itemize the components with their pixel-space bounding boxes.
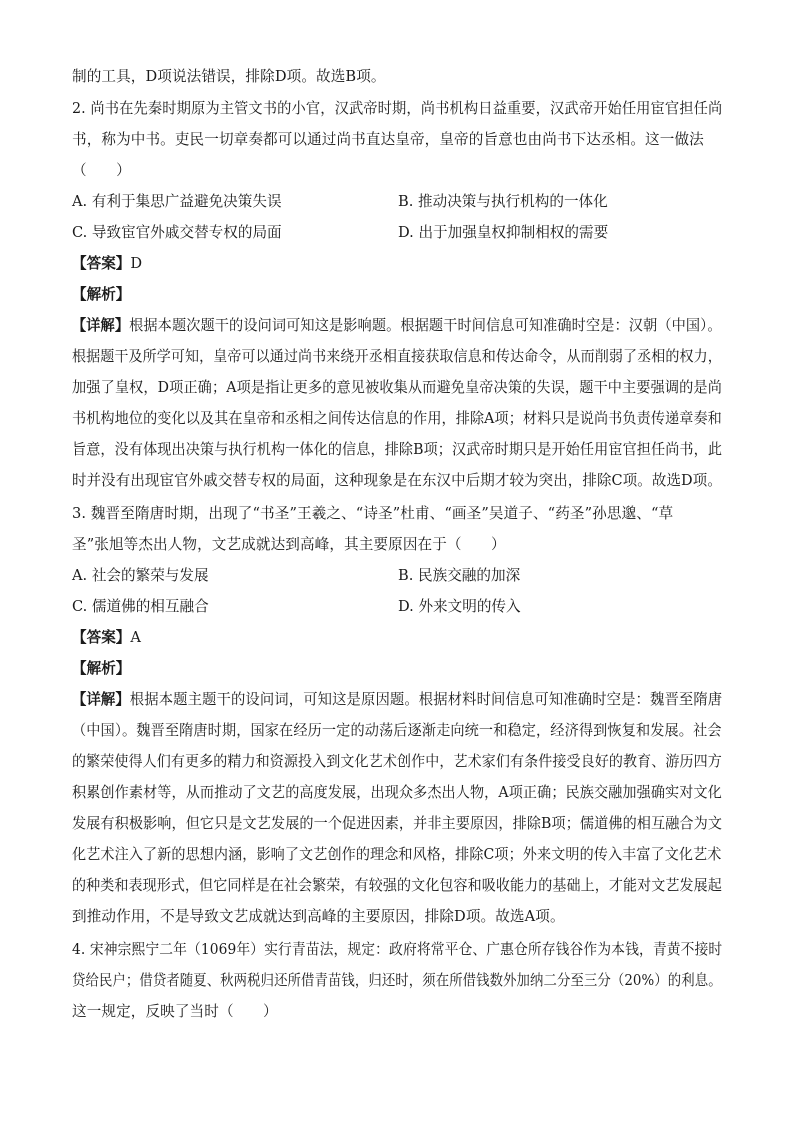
question-4-stem-end: 这一规定，反映了当时（ ）: [72, 1003, 278, 1020]
text-line: （中国）。魏晋至隋唐时期，国家在经历一定的动荡后逐渐走向统一和稳定，经济得到恢复和发展。社会: [72, 722, 722, 739]
detail-tag: 【详解】: [72, 691, 130, 708]
question-2-option-a: A. 有利于集思广益避免决策失误: [72, 193, 282, 210]
text-line: 制的工具，D项说法错误，排除D项。故选B项。: [72, 68, 386, 85]
question-4-stem: 4. 宋神宗熙宁二年（1069年）实行青苗法，规定：政府将常平仓、广惠仓所存钱谷作为本钱，青黄不接时: [72, 941, 723, 958]
text-line: 化艺术注入了新的思想内涵，影响了文艺创作的理念和风格，排除C项；外来文明的传入丰富了文化艺术: [72, 846, 722, 863]
question-4-stem-cont: 贷给民户；借贷者随夏、秋两税归还所借青苗钱，归还时，须在所借钱数外加纳二分至三分（20%）的利息。: [72, 972, 722, 989]
question-2-detail: [72, 316, 722, 336]
analysis-tag: 【解析】: [72, 660, 131, 677]
text-line: 书机构地位的变化以及其在皇帝和丞相之间传达信息的作用，排除A项；材料只是说尚书负责传递章奏和: [72, 410, 722, 427]
question-3-answer: [72, 628, 141, 648]
question-2-answer: [72, 254, 142, 274]
text-line: 旨意，没有体现出决策与执行机构一体化的信息，排除B项；汉武帝时期只是开始任用宦官担任尚书，此: [72, 441, 723, 458]
question-2-analysis-tag: [72, 285, 130, 305]
text-line: 积累创作素材等，从而推动了文艺的高度发展，出现众多杰出人物，A项正确；民族交融加强确实对文化: [72, 784, 722, 801]
detail-text: 根据本题主题干的设问词，可知这是原因题。根据材料时间信息可知准确时空是：魏晋至隋唐: [129, 691, 723, 708]
text-line: 发展有积极影响，但它只是文艺发展的一个促进因素，并非主要原因，排除B项；儒道佛的相互融合为文: [72, 815, 723, 832]
question-2-stem: 2. 尚书在先秦时期原为主管文书的小官，汉武帝时期，尚书机构日益重要，汉武帝开始任用宦官担任尚: [72, 100, 723, 117]
question-3-detail: [72, 690, 722, 710]
answer-value: A: [130, 629, 141, 646]
detail-tag: 【详解】: [72, 317, 130, 334]
question-3-stem: 3. 魏晋至隋唐时期，出现了“书圣”王羲之、“诗圣”杜甫、“画圣”吴道子、“药圣”孙思邈、“草: [72, 505, 674, 522]
answer-tag: 【答案】: [72, 629, 131, 646]
text-line: 的种类和表现形式，但它同样是在社会繁荣，有较强的文化包容和吸收能力的基础上，才能对文艺发展起: [72, 877, 722, 894]
question-3-option-c: C. 儒道佛的相互融合: [72, 598, 209, 615]
question-2-stem-cont: 书，称为中书。吏民一切章奏都可以通过尚书直达皇帝，皇帝的旨意也由尚书下达丞相。这一做法: [72, 131, 704, 148]
answer-value: D: [130, 255, 143, 272]
text-line: 时并没有出现宦官外戚交替专权的局面，这种现象是在东汉中后期才较为突出，排除C项。故选D项。: [72, 472, 722, 489]
detail-text: 根据本题次题干的设问词可知这是影响题。根据题干时间信息可知准确时空是：汉朝（中国）。: [129, 317, 722, 334]
text-line: 的繁荣使得人们有更多的精力和资源投入到文化艺术创作中，艺术家们有条件接受良好的教育、游历四方: [72, 753, 722, 770]
text-line: 加强了皇权，D项正确；A项是指让更多的意见被收集从而避免皇帝决策的失误，题干中主要强调的是尚: [72, 379, 722, 396]
text-line: 到推动作用，不是导致文艺成就达到高峰的主要原因，排除D项。故选A项。: [72, 908, 565, 925]
question-3-option-b: B. 民族交融的加深: [398, 567, 521, 584]
question-2-blank: （ ）: [72, 162, 131, 179]
answer-tag: 【答案】: [72, 255, 131, 272]
question-2-option-d: D. 出于加强皇权抑制相权的需要: [398, 224, 609, 241]
question-2-option-b: B. 推动决策与执行机构的一体化: [398, 193, 608, 210]
analysis-tag: 【解析】: [72, 286, 131, 303]
question-3-option-d: D. 外来文明的传入: [398, 598, 521, 615]
question-3-stem-cont: 圣”张旭等杰出人物，文艺成就达到高峰，其主要原因在于（ ）: [72, 536, 506, 553]
question-3-option-a: A. 社会的繁荣与发展: [72, 567, 209, 584]
text-line: 根据题干及所学可知，皇帝可以通过尚书来绕开丞相直接获取信息和传达命令，从而削弱了丞相的权力，: [72, 348, 722, 365]
question-2-option-c: C. 导致宦官外戚交替专权的局面: [72, 224, 282, 241]
question-3-analysis-tag: [72, 659, 130, 679]
